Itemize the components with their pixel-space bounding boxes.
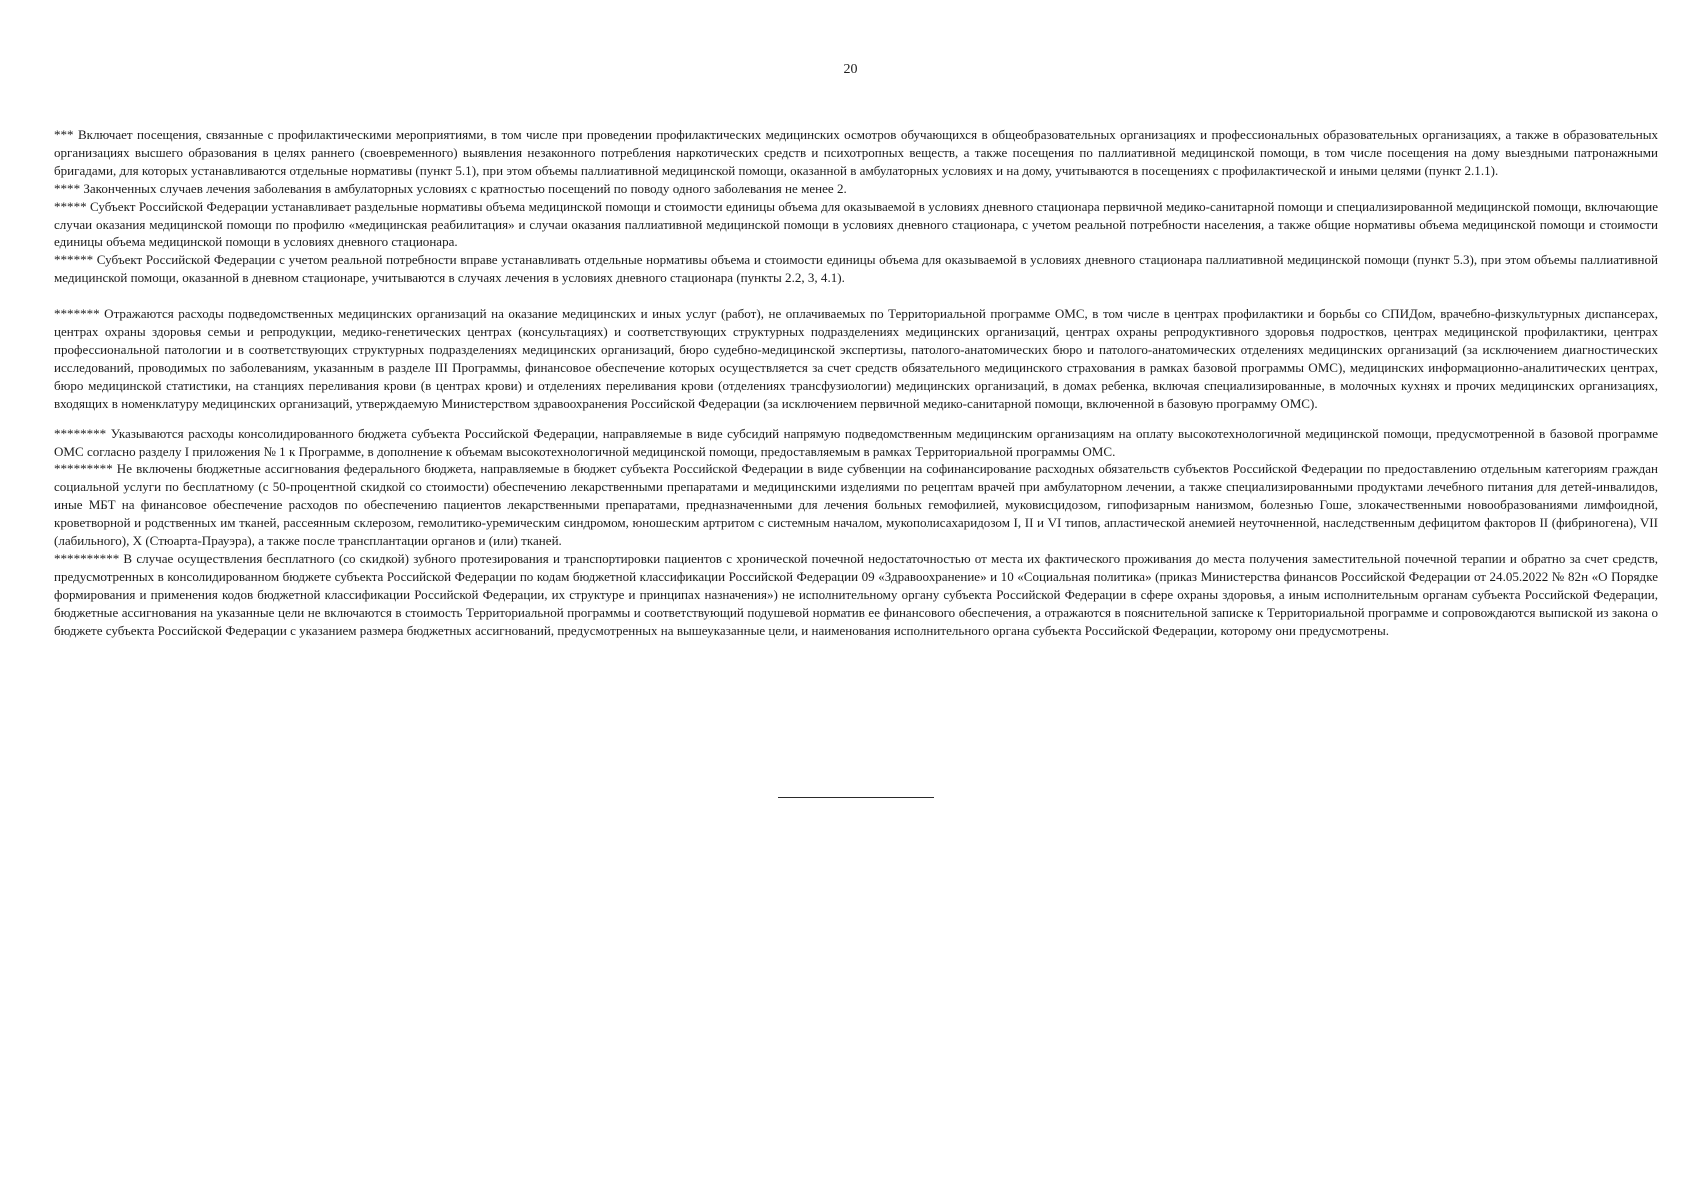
page-number: 20	[843, 62, 858, 77]
footnote-8-stars: ******** Указываются расходы консолидированного бюджета субъекта Российской Федерации, направляемые в виде субсидий напрямую подведомственным медицинским организациям на оплату высокотехнологичной медицинской помощи, предусмотренной в базовой программе ОМС согласно разделу I приложения № 1 к Программе, в дополнение к объемам высокотехнологичной медицинской помощи, предоставляемым в рамках Территориальной программы ОМС.	[54, 425, 1658, 459]
footnote-10-stars: ********** В случае осуществления бесплатного (со скидкой) зубного протезирования и транспортировки пациентов с хронической почечной недостаточностью от места их фактического проживания до места получения заместительной почечной терапии и обратно за счет средств, предусмотренных в консолидированном бюджете субъекта Российской Федерации по кодам бюджетной классификации Российской Федерации 09 «Здравоохранение» и 10 «Социальная политика» (приказ Министерства финансов Российской Федерации от 24.05.2022 № 82н «О Порядке формирования и применения кодов бюджетной классификации Российской Федерации, их структуре и принципах назначения») не исполнительному органу субъекта Российской Федерации в сфере охраны здоровья, а иным исполнительным органам субъекта Российской Федерации, бюджетные ассигнования на указанные цели не включаются в стоимость Территориальной программы и соответствующий подушевой норматив ее финансового обеспечения, а отражаются в пояснительной записке к Территориальной программе и сопровождаются выпиской из закона о бюджете субъекта Российской Федерации с указанием размера бюджетных ассигнований, предусмотренных на вышеуказанные цели, и наименования исполнительного органа субъекта Российской Федерации, которому они предусмотрены.	[54, 550, 1658, 638]
footnotes-block	[54, 126, 1658, 639]
footnote-6-stars: ****** Субъект Российской Федерации с учетом реальной потребности вправе устанавливать отдельные нормативы объема и стоимости единицы объема для оказываемой в условиях дневного стационара паллиативной медицинской помощи (пункт 5.3), при этом объемы паллиативной медицинской помощи, оказанной в дневном стационаре, учитываются в случаях лечения в условиях дневного стационара (пункты 2.2, 3, 4.1).	[54, 252, 1658, 286]
footnote-4-stars: **** Законченных случаев лечения заболевания в амбулаторных условиях с кратностью посещений по поводу одного заболевания не менее 2.	[54, 180, 847, 196]
footnote-3-stars: *** Включает посещения, связанные с профилактическими мероприятиями, в том числе при проведении профилактических медицинских осмотров обучающихся в общеобразовательных организациях и профессиональных образовательных организациях, а также в образовательных организациях высшего образования в целях раннего (своевременного) выявления незаконного потребления наркотических средств и психотропных веществ, а также посещения по паллиативной медицинской помощи, в том числе посещения на дому выездными патронажными бригадами, для которых устанавливаются отдельные нормативы (пункт 5.1), при этом объемы паллиативной медицинской помощи, оказанной в амбулаторных условиях и на дому, учитываются в посещениях с профилактической и иными целями (пункт 2.1.1).	[54, 127, 1658, 178]
end-of-document-rule	[778, 797, 934, 798]
footnote-7-stars: ******* Отражаются расходы подведомственных медицинских организаций на оказание медицинских и иных услуг (работ), не оплачиваемых по Территориальной программе ОМС, в том числе в центрах профилактики и борьбы со СПИДом, врачебно-физкультурных диспансерах, центрах охраны здоровья семьи и репродукции, медико-генетических центрах (консультациях) и соответствующих структурных подразделениях медицинских организаций, центрах охраны репродуктивного здоровья подростков, центрах медицинской профилактики, центрах профессиональной патологии и в соответствующих структурных подразделениях медицинских организаций, бюро судебно-медицинской экспертизы, патолого-анатомических бюро и патолого-анатомических отделениях медицинских организаций (за исключением диагностических исследований, проводимых по заболеваниям, указанным в разделе III Программы, финансовое обеспечение которых осуществляется за счет средств обязательного медицинского страхования в рамках базовой программы ОМС), медицинских информационно-аналитических центрах, бюро медицинской статистики, на станциях переливания крови (в центрах крови) и отделениях переливания крови (отделениях трансфузиологии) медицинских организаций, в домах ребенка, включая специализированные, в молочных кухнях и прочих медицинских организациях, входящих в номенклатуру медицинских организаций, утверждаемую Министерством здравоохранения Российской Федерации (за исключением первичной медико-санитарной помощи, включенной в базовую программу ОМС).	[54, 306, 1658, 411]
footnote-9-stars: ********* Не включены бюджетные ассигнования федерального бюджета, направляемые в бюджет субъекта Российской Федерации в виде субвенции на софинансирование расходных обязательств субъектов Российской Федерации по предоставлению отдельным категориям граждан социальной услуги по бесплатному (с 50-процентной скидкой со стоимости) обеспечению лекарственными препаратами и медицинскими изделиями по рецептам врачей при амбулаторном лечении, а также специализированными продуктами лечебного питания для детей-инвалидов, иные МБТ на финансовое обеспечение расходов по обеспечению пациентов лекарственными препаратами, предназначенными для лечения больных гемофилией, муковисцидозом, гипофизарным нанизмом, болезнью Гоше, злокачественными новообразованиями лимфоидной, кроветворной и родственных им тканей, рассеянным склерозом, гемолитико-уремическим синдромом, юношеским артритом с системным началом, мукополисахаридозом I, II и VI типов, апластической анемией неуточненной, наследственным дефицитом факторов II (фибриногена), VII (лабильного), X (Стюарта-Прауэра), а также после трансплантации органов и (или) тканей.	[54, 461, 1658, 549]
footnote-5-stars: ***** Субъект Российской Федерации устанавливает раздельные нормативы объема медицинской помощи и стоимости единицы объема для оказываемой в условиях дневного стационара первичной медико-санитарной помощи и специализированной медицинской помощи, включающие случаи оказания медицинской помощи по профилю «медицинская реабилитация» и случаи оказания паллиативной медицинской помощи в условиях дневного стационара, с учетом реальной потребности населения, а также общие нормативы объема медицинской помощи и стоимости единицы объема медицинской помощи в условиях дневного стационара.	[54, 198, 1658, 250]
